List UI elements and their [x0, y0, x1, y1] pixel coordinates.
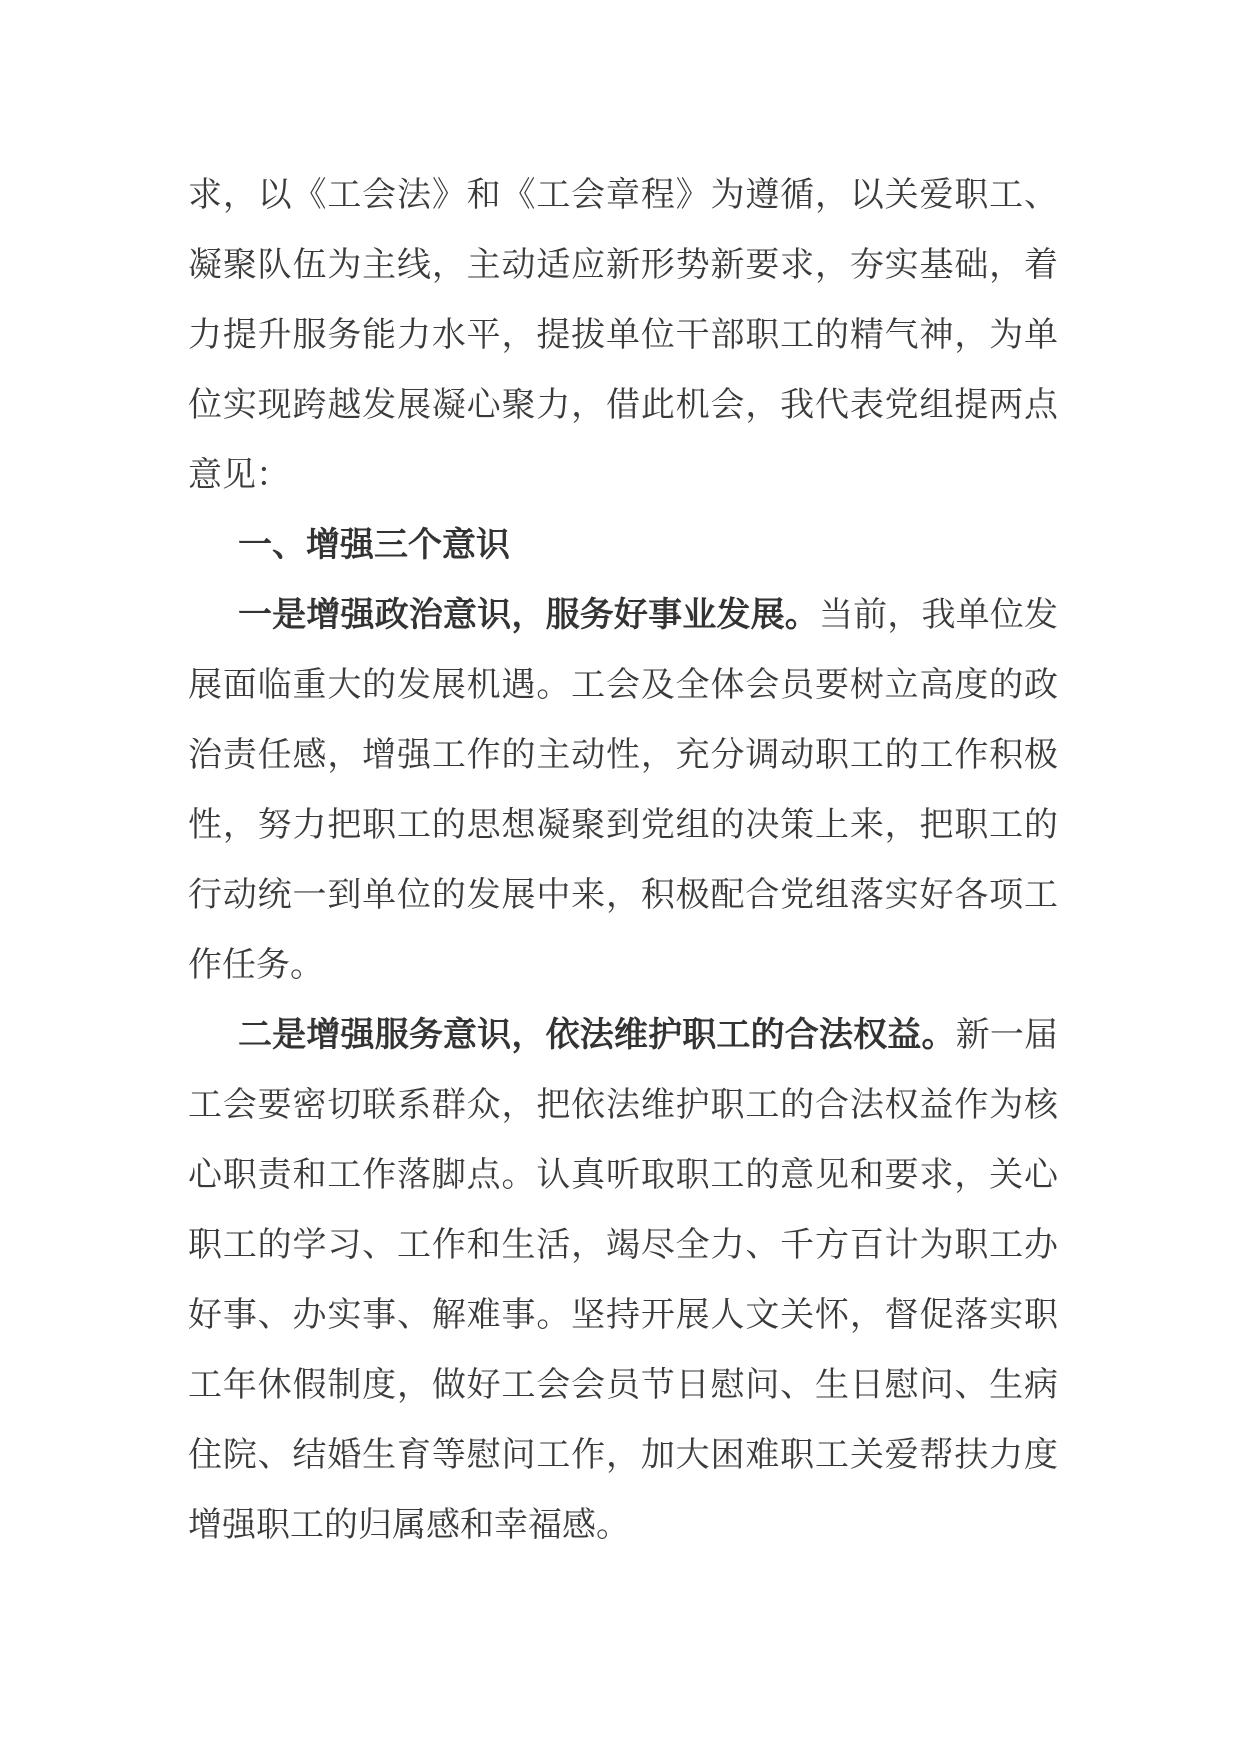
- item-2-lead: 二是增强服务意识，依法维护职工的合法权益。: [238, 1015, 956, 1055]
- item-1-paragraph: [188, 580, 1058, 1000]
- item-1-lead: 一是增强政治意识，服务好事业发展。: [238, 595, 819, 635]
- item-2-body: 新一届工会要密切联系群众，把依法维护职工的合法权益作为核心职责和工作落脚点。认真听取职工的意见和要求，关心职工的学习、工作和生活，竭尽全力、千方百计为职工办好事、办实事、解难事。坚持开展人文关怀，督促落实职工年休假制度，做好工会会员节日慰问、生日慰问、生病住院、结婚生育等慰问工作，加大困难职工关爱帮扶力度增强职工的归属感和幸福感。: [188, 1015, 1059, 1545]
- document-page: [188, 160, 1058, 1560]
- intro-paragraph: 求，以《工会法》和《工会章程》为遵循，以关爱职工、凝聚队伍为主线，主动适应新形势新要求，夯实基础，着力提升服务能力水平，提拔单位干部职工的精气神，为单位实现跨越发展凝心聚力，借此机会，我代表党组提两点意见：: [188, 175, 1058, 495]
- item-1-body: 当前，我单位发展面临重大的发展机遇。工会及全体会员要树立高度的政治责任感，增强工作的主动性，充分调动职工的工作积极性，努力把职工的思想凝聚到党组的决策上来，把职工的行动统一到单位的发展中来，积极配合党组落实好各项工作任务。: [188, 595, 1059, 985]
- item-2-paragraph: [188, 1000, 1058, 1560]
- section-heading: 一、增强三个意识: [238, 525, 510, 565]
